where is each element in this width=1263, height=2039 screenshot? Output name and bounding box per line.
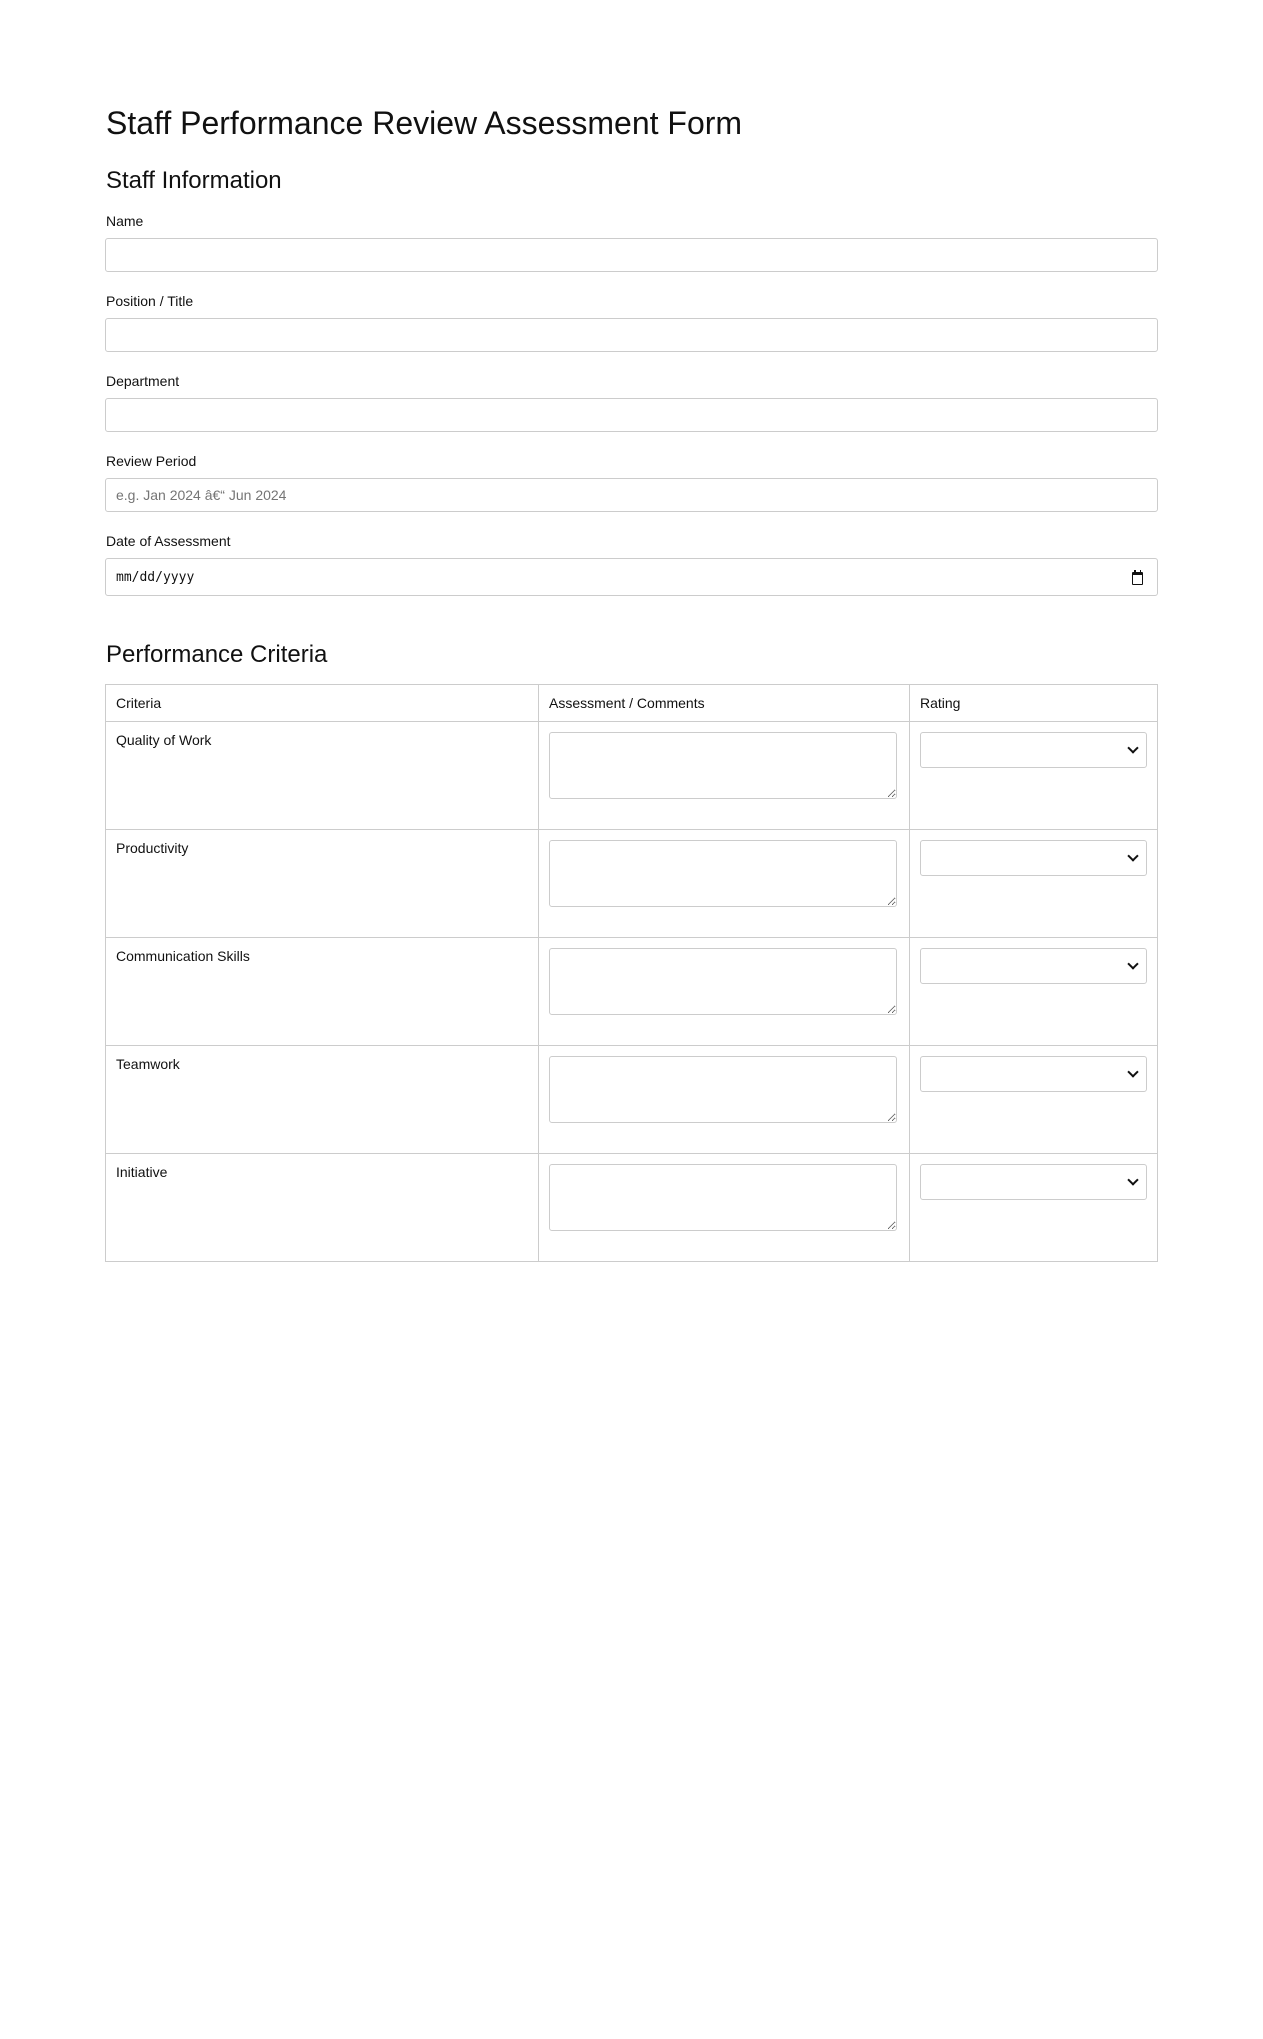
comment-cell bbox=[539, 1154, 910, 1262]
position-title-label: Position / Title bbox=[106, 293, 194, 309]
staff-information-heading: Staff Information bbox=[106, 167, 282, 194]
department-label: Department bbox=[106, 373, 180, 389]
rating-select-teamwork[interactable] bbox=[920, 1056, 1147, 1092]
rating-select-initiative[interactable] bbox=[920, 1164, 1147, 1200]
rating-select-wrapper bbox=[920, 732, 1147, 768]
rating-cell bbox=[910, 1154, 1158, 1262]
rating-select-wrapper bbox=[920, 1056, 1147, 1092]
criteria-cell: Productivity bbox=[106, 830, 539, 938]
table-row bbox=[106, 722, 1158, 830]
comment-cell bbox=[539, 938, 910, 1046]
comment-textarea-quality-of-work[interactable] bbox=[549, 732, 897, 799]
rating-select-wrapper bbox=[920, 1164, 1147, 1200]
rating-select-wrapper bbox=[920, 840, 1147, 876]
calendar-icon[interactable] bbox=[1132, 572, 1143, 585]
name-label: Name bbox=[106, 213, 144, 229]
comment-cell bbox=[539, 830, 910, 938]
table-header-row bbox=[106, 685, 1158, 722]
rating-select-wrapper bbox=[920, 948, 1147, 984]
table-row bbox=[106, 1046, 1158, 1154]
rating-cell bbox=[910, 830, 1158, 938]
comment-textarea-communication-skills[interactable] bbox=[549, 948, 897, 1015]
rating-select-productivity[interactable] bbox=[920, 840, 1147, 876]
date-of-assessment-input[interactable] bbox=[105, 558, 1158, 596]
page-title: Staff Performance Review Assessment Form bbox=[106, 105, 743, 141]
date-of-assessment-label: Date of Assessment bbox=[106, 533, 231, 549]
department-input[interactable] bbox=[105, 398, 1158, 432]
criteria-cell: Communication Skills bbox=[106, 938, 539, 1046]
rating-cell bbox=[910, 722, 1158, 830]
performance-criteria-heading: Performance Criteria bbox=[106, 641, 328, 668]
performance-criteria-table bbox=[105, 684, 1158, 1262]
position-title-input[interactable] bbox=[105, 318, 1158, 352]
criteria-cell: Initiative bbox=[106, 1154, 539, 1262]
review-period-label: Review Period bbox=[106, 453, 197, 469]
table-row bbox=[106, 1154, 1158, 1262]
rating-select-communication-skills[interactable] bbox=[920, 948, 1147, 984]
comment-textarea-initiative[interactable] bbox=[549, 1164, 897, 1231]
table-row bbox=[106, 938, 1158, 1046]
criteria-cell: Teamwork bbox=[106, 1046, 539, 1154]
comment-cell bbox=[539, 722, 910, 830]
date-placeholder: mm/dd/yyyy bbox=[116, 569, 195, 585]
comment-textarea-teamwork[interactable] bbox=[549, 1056, 897, 1123]
rating-select-quality-of-work[interactable] bbox=[920, 732, 1147, 768]
column-header-assessment-comments: Assessment / Comments bbox=[539, 685, 910, 722]
table-row bbox=[106, 830, 1158, 938]
name-input[interactable] bbox=[105, 238, 1158, 272]
criteria-cell: Quality of Work bbox=[106, 722, 539, 830]
review-period-input[interactable] bbox=[105, 478, 1158, 512]
rating-cell bbox=[910, 938, 1158, 1046]
column-header-criteria: Criteria bbox=[106, 685, 539, 722]
comment-cell bbox=[539, 1046, 910, 1154]
comment-textarea-productivity[interactable] bbox=[549, 840, 897, 907]
rating-cell bbox=[910, 1046, 1158, 1154]
column-header-rating: Rating bbox=[910, 685, 1158, 722]
